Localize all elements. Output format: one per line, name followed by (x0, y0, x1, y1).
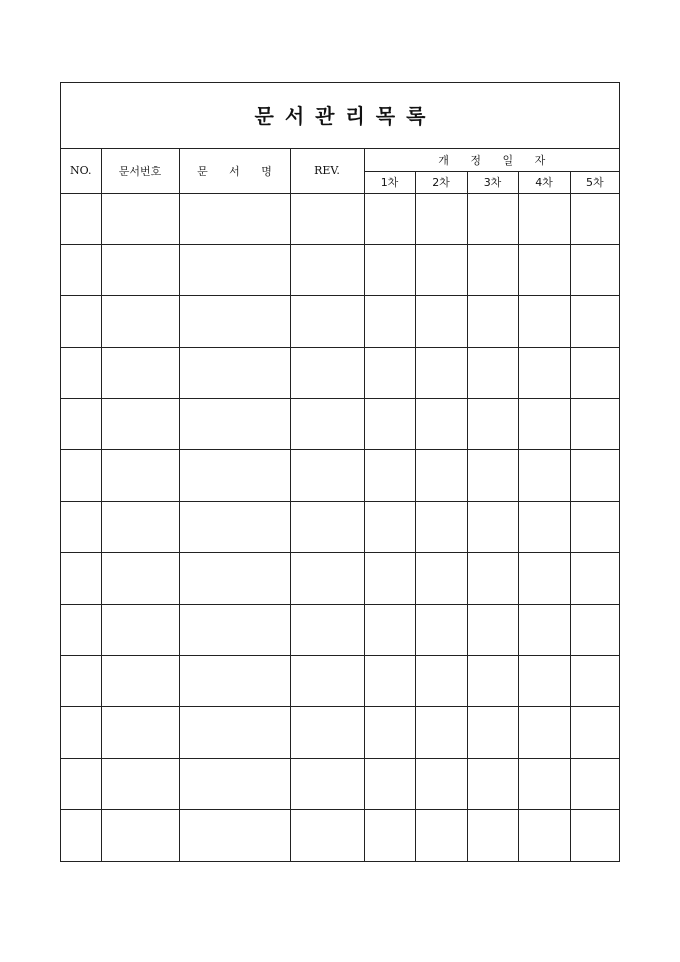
cell-doc-number[interactable] (101, 347, 179, 398)
cell-revision-5[interactable] (570, 347, 619, 398)
cell-no[interactable] (61, 553, 101, 604)
header-revision-3: 3차 (467, 171, 518, 193)
cell-revision-3[interactable] (467, 347, 518, 398)
cell-revision-2[interactable] (415, 501, 467, 552)
cell-revision-3[interactable] (467, 450, 518, 501)
cell-doc-name[interactable] (179, 707, 290, 758)
cell-doc-number[interactable] (101, 450, 179, 501)
cell-doc-number[interactable] (101, 758, 179, 809)
cell-no[interactable] (61, 244, 101, 295)
table-row (61, 758, 619, 809)
cell-revision-4[interactable] (518, 501, 570, 552)
cell-doc-name[interactable] (179, 810, 290, 861)
cell-no[interactable] (61, 501, 101, 552)
header-rev: REV. (290, 149, 364, 193)
cell-revision-2[interactable] (415, 707, 467, 758)
cell-revision-4[interactable] (518, 707, 570, 758)
cell-doc-name[interactable] (179, 604, 290, 655)
header-doc-number: 문서번호 (101, 149, 179, 193)
cell-revision-5[interactable] (570, 450, 619, 501)
cell-revision-1[interactable] (364, 296, 415, 347)
header-doc-name (179, 149, 290, 193)
cell-revision-4[interactable] (518, 604, 570, 655)
table-row (61, 501, 619, 552)
cell-doc-name[interactable] (179, 501, 290, 552)
table-row (61, 347, 619, 398)
cell-revision-3[interactable] (467, 244, 518, 295)
cell-revision-4[interactable] (518, 553, 570, 604)
cell-doc-name[interactable] (179, 399, 290, 450)
cell-revision-3[interactable] (467, 758, 518, 809)
cell-revision-5[interactable] (570, 244, 619, 295)
cell-rev[interactable] (290, 656, 364, 707)
cell-revision-1[interactable] (364, 450, 415, 501)
header-revision-date-label: 개 정 일 자 (438, 153, 555, 167)
cell-rev[interactable] (290, 296, 364, 347)
cell-revision-5[interactable] (570, 656, 619, 707)
cell-doc-number[interactable] (101, 296, 179, 347)
cell-revision-4[interactable] (518, 656, 570, 707)
table-row (61, 450, 619, 501)
cell-doc-number[interactable] (101, 707, 179, 758)
cell-no[interactable] (61, 810, 101, 861)
header-revision-4: 4차 (518, 171, 570, 193)
cell-rev[interactable] (290, 604, 364, 655)
table-row (61, 193, 619, 244)
cell-doc-number[interactable] (101, 193, 179, 244)
cell-revision-1[interactable] (364, 193, 415, 244)
cell-rev[interactable] (290, 193, 364, 244)
cell-rev[interactable] (290, 810, 364, 861)
cell-revision-2[interactable] (415, 604, 467, 655)
document-list-table (61, 149, 619, 861)
cell-rev[interactable] (290, 450, 364, 501)
table-row (61, 707, 619, 758)
cell-revision-3[interactable] (467, 810, 518, 861)
header-doc-name-label: 문 서 명 (197, 164, 281, 178)
cell-revision-2[interactable] (415, 553, 467, 604)
cell-revision-2[interactable] (415, 244, 467, 295)
cell-revision-1[interactable] (364, 707, 415, 758)
table-row (61, 604, 619, 655)
header-no: NO. (61, 149, 101, 193)
cell-revision-2[interactable] (415, 810, 467, 861)
cell-rev[interactable] (290, 501, 364, 552)
cell-doc-name[interactable] (179, 450, 290, 501)
cell-revision-1[interactable] (364, 758, 415, 809)
cell-doc-name[interactable] (179, 656, 290, 707)
cell-no[interactable] (61, 707, 101, 758)
cell-no[interactable] (61, 450, 101, 501)
cell-revision-3[interactable] (467, 604, 518, 655)
cell-doc-number[interactable] (101, 810, 179, 861)
cell-revision-1[interactable] (364, 347, 415, 398)
cell-revision-5[interactable] (570, 707, 619, 758)
header-revision-1: 1차 (364, 171, 415, 193)
cell-doc-number[interactable] (101, 656, 179, 707)
cell-revision-5[interactable] (570, 296, 619, 347)
cell-revision-2[interactable] (415, 656, 467, 707)
cell-revision-1[interactable] (364, 810, 415, 861)
cell-no[interactable] (61, 758, 101, 809)
cell-revision-2[interactable] (415, 399, 467, 450)
cell-doc-name[interactable] (179, 347, 290, 398)
cell-doc-number[interactable] (101, 553, 179, 604)
cell-revision-4[interactable] (518, 399, 570, 450)
table-row (61, 296, 619, 347)
cell-doc-name[interactable] (179, 296, 290, 347)
cell-revision-5[interactable] (570, 553, 619, 604)
cell-revision-5[interactable] (570, 758, 619, 809)
cell-revision-4[interactable] (518, 244, 570, 295)
cell-doc-number[interactable] (101, 399, 179, 450)
cell-revision-1[interactable] (364, 501, 415, 552)
cell-no[interactable] (61, 296, 101, 347)
cell-revision-2[interactable] (415, 758, 467, 809)
cell-no[interactable] (61, 604, 101, 655)
cell-rev[interactable] (290, 707, 364, 758)
table-row (61, 553, 619, 604)
cell-revision-3[interactable] (467, 399, 518, 450)
page-title: 문서관리목록 (254, 104, 437, 128)
cell-revision-4[interactable] (518, 193, 570, 244)
title-box (61, 83, 619, 149)
cell-revision-5[interactable] (570, 604, 619, 655)
table-row (61, 656, 619, 707)
table-row (61, 244, 619, 295)
cell-revision-3[interactable] (467, 193, 518, 244)
cell-revision-1[interactable] (364, 604, 415, 655)
header-revision-2: 2차 (415, 171, 467, 193)
cell-revision-3[interactable] (467, 501, 518, 552)
cell-rev[interactable] (290, 758, 364, 809)
cell-revision-4[interactable] (518, 296, 570, 347)
cell-revision-5[interactable] (570, 399, 619, 450)
cell-revision-1[interactable] (364, 553, 415, 604)
cell-revision-1[interactable] (364, 244, 415, 295)
cell-doc-name[interactable] (179, 758, 290, 809)
cell-doc-name[interactable] (179, 553, 290, 604)
cell-revision-1[interactable] (364, 399, 415, 450)
cell-no[interactable] (61, 399, 101, 450)
cell-revision-4[interactable] (518, 758, 570, 809)
cell-doc-number[interactable] (101, 604, 179, 655)
cell-revision-5[interactable] (570, 193, 619, 244)
cell-revision-2[interactable] (415, 296, 467, 347)
cell-no[interactable] (61, 193, 101, 244)
cell-rev[interactable] (290, 399, 364, 450)
document-sheet (60, 82, 620, 862)
cell-revision-2[interactable] (415, 193, 467, 244)
cell-revision-5[interactable] (570, 810, 619, 861)
cell-doc-number[interactable] (101, 244, 179, 295)
cell-doc-number[interactable] (101, 501, 179, 552)
cell-revision-3[interactable] (467, 553, 518, 604)
cell-revision-4[interactable] (518, 810, 570, 861)
cell-rev[interactable] (290, 553, 364, 604)
cell-revision-3[interactable] (467, 707, 518, 758)
cell-revision-2[interactable] (415, 450, 467, 501)
cell-revision-1[interactable] (364, 656, 415, 707)
cell-revision-2[interactable] (415, 347, 467, 398)
cell-doc-name[interactable] (179, 244, 290, 295)
cell-rev[interactable] (290, 244, 364, 295)
header-revision-5: 5차 (570, 171, 619, 193)
cell-no[interactable] (61, 347, 101, 398)
cell-revision-4[interactable] (518, 450, 570, 501)
cell-revision-3[interactable] (467, 656, 518, 707)
table-row (61, 399, 619, 450)
cell-rev[interactable] (290, 347, 364, 398)
cell-doc-name[interactable] (179, 193, 290, 244)
cell-revision-3[interactable] (467, 296, 518, 347)
header-revision-date (364, 149, 619, 171)
table-body (61, 193, 619, 861)
cell-revision-4[interactable] (518, 347, 570, 398)
table-row (61, 810, 619, 861)
table-header (61, 149, 619, 193)
cell-revision-5[interactable] (570, 501, 619, 552)
cell-no[interactable] (61, 656, 101, 707)
